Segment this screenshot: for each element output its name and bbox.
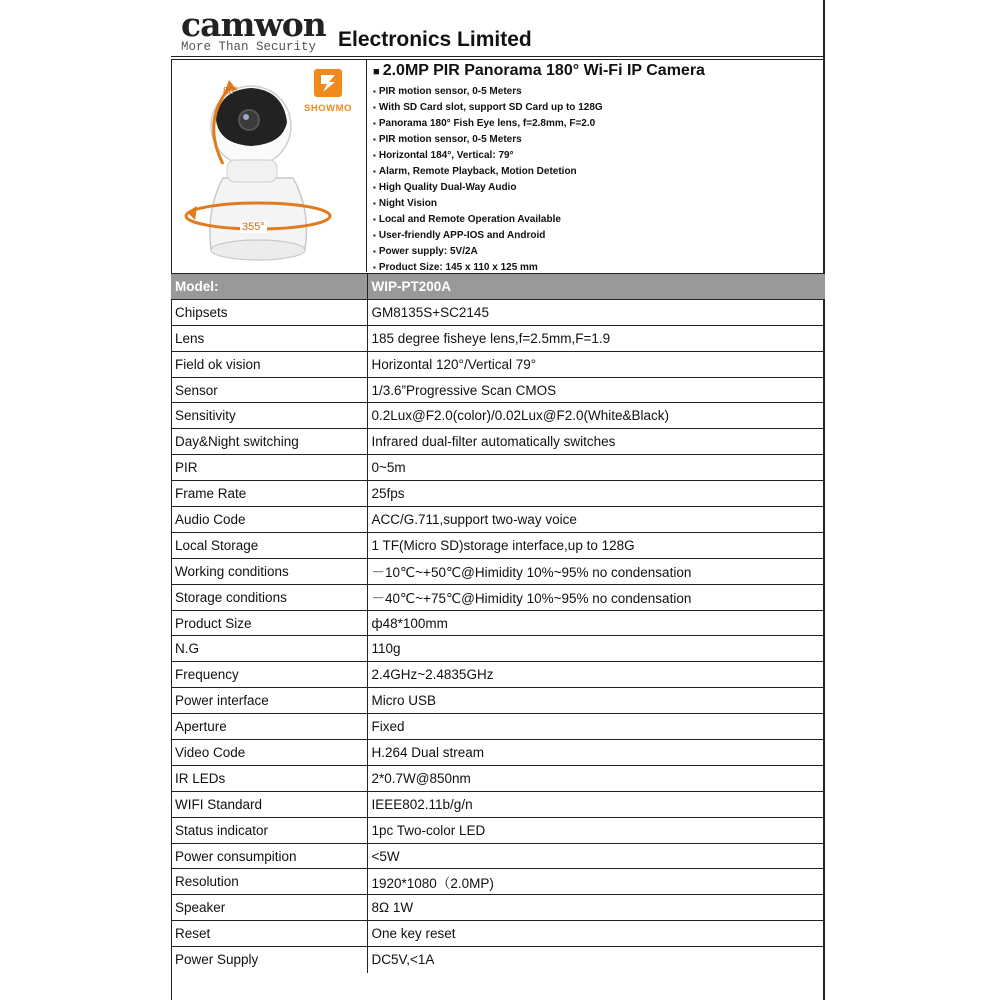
- spec-value: 25fps: [367, 481, 825, 507]
- feature-item: ▪ High Quality Dual-Way Audio: [373, 180, 831, 196]
- spec-value: Horizontal 120°/Vertical 79°: [367, 351, 825, 377]
- spec-value: GM8135S+SC2145: [367, 299, 825, 325]
- spec-value: 110g: [367, 636, 825, 662]
- table-row: [171, 843, 825, 869]
- spec-header-row: [171, 274, 825, 300]
- product-block: [171, 60, 825, 272]
- spec-label: IR LEDs: [171, 765, 367, 791]
- feature-list: [373, 84, 831, 276]
- feature-item: ▪ User-friendly APP-IOS and Android: [373, 228, 831, 244]
- spec-value: 1 TF(Micro SD)storage interface,up to 128G: [367, 532, 825, 558]
- title-bullet: ■: [373, 66, 383, 78]
- pan-angle-label: 355°: [242, 221, 265, 233]
- showmo-logo: [298, 68, 358, 114]
- spec-label: N.G: [171, 636, 367, 662]
- company-name: Electronics Limited: [338, 28, 532, 51]
- table-row: [171, 688, 825, 714]
- table-row: [171, 921, 825, 947]
- table-row: [171, 299, 825, 325]
- table-row: [171, 403, 825, 429]
- table-row: [171, 507, 825, 533]
- spec-value: 2.4GHz~2.4835GHz: [367, 662, 825, 688]
- spec-value: IEEE802.11b/g/n: [367, 791, 825, 817]
- spec-label: Resolution: [171, 869, 367, 895]
- spec-value: DC5V,<1A: [367, 947, 825, 973]
- spec-value: One key reset: [367, 921, 825, 947]
- spec-label: Field ok vision: [171, 351, 367, 377]
- feature-item: ▪ PIR motion sensor, 0-5 Meters: [373, 84, 831, 100]
- spec-label: Lens: [171, 325, 367, 351]
- table-row: [171, 351, 825, 377]
- feature-item: ▪ Product Size: 145 x 110 x 125 mm: [373, 260, 831, 276]
- spec-label: Power interface: [171, 688, 367, 714]
- spec-label: Working conditions: [171, 558, 367, 584]
- product-image-cell: [171, 60, 367, 272]
- spec-value: Infrared dual-filter automatically switches: [367, 429, 825, 455]
- table-row: [171, 817, 825, 843]
- table-row: [171, 636, 825, 662]
- table-row: [171, 791, 825, 817]
- table-row: [171, 558, 825, 584]
- table-row: [171, 610, 825, 636]
- brand-logo: [181, 5, 326, 54]
- feature-item: ▪ PIR motion sensor, 0-5 Meters: [373, 132, 831, 148]
- spec-label: PIR: [171, 455, 367, 481]
- spec-label: Day&Night switching: [171, 429, 367, 455]
- spec-value: －10℃~+50℃@Himidity 10%~95% no condensation: [367, 558, 825, 584]
- spec-label: Status indicator: [171, 817, 367, 843]
- right-rule: [823, 0, 825, 60]
- spec-value: 0~5m: [367, 455, 825, 481]
- spec-header-value: WIP-PT200A: [367, 274, 825, 300]
- spec-value: 185 degree fisheye lens,f=2.5mm,F=1.9: [367, 325, 825, 351]
- spec-value: －40℃~+75℃@Himidity 10%~95% no condensation: [367, 584, 825, 610]
- table-row: [171, 429, 825, 455]
- feature-item: ▪ Horizontal 184°, Vertical: 79°: [373, 148, 831, 164]
- spec-label: Storage conditions: [171, 584, 367, 610]
- feature-item: ▪ With SD Card slot, support SD Card up to 128G: [373, 100, 831, 116]
- spec-label: Chipsets: [171, 299, 367, 325]
- table-row: [171, 325, 825, 351]
- product-title: [373, 61, 831, 82]
- spec-value: Micro USB: [367, 688, 825, 714]
- table-row: [171, 740, 825, 766]
- spec-label: Sensitivity: [171, 403, 367, 429]
- spec-label: Speaker: [171, 895, 367, 921]
- showmo-logo-icon: [313, 68, 343, 98]
- spec-value: ф48*100mm: [367, 610, 825, 636]
- spec-label: Sensor: [171, 377, 367, 403]
- spec-value: <5W: [367, 843, 825, 869]
- spec-value: 1pc Two-color LED: [367, 817, 825, 843]
- spec-label: Local Storage: [171, 532, 367, 558]
- spec-value: 2*0.7W@850nm: [367, 765, 825, 791]
- spec-value: 0.2Lux@F2.0(color)/0.02Lux@F2.0(White&Black): [367, 403, 825, 429]
- spec-label: Frame Rate: [171, 481, 367, 507]
- feature-item: ▪ Local and Remote Operation Available: [373, 212, 831, 228]
- table-row: [171, 377, 825, 403]
- table-row: [171, 714, 825, 740]
- spec-label: Video Code: [171, 740, 367, 766]
- spec-label: Audio Code: [171, 507, 367, 533]
- spec-label: Frequency: [171, 662, 367, 688]
- product-title-text: 2.0MP PIR Panorama 180° Wi-Fi IP Camera: [382, 62, 705, 79]
- spec-table: [171, 273, 825, 973]
- feature-item: ▪ Panorama 180° Fish Eye lens, f=2.8mm, F=2.0: [373, 116, 831, 132]
- spec-value: 1/3.6”Progressive Scan CMOS: [367, 377, 825, 403]
- table-row: [171, 584, 825, 610]
- table-row: [171, 481, 825, 507]
- table-row: [171, 869, 825, 895]
- brand-tagline: More Than Security: [181, 40, 317, 54]
- table-row: [171, 662, 825, 688]
- table-row: [171, 765, 825, 791]
- feature-item: ▪ Night Vision: [373, 196, 831, 212]
- spec-label: Product Size: [171, 610, 367, 636]
- spec-header-label: Model:: [171, 274, 367, 300]
- spec-label: Power Supply: [171, 947, 367, 973]
- table-row: [171, 532, 825, 558]
- table-row: [171, 895, 825, 921]
- spec-value: Fixed: [367, 714, 825, 740]
- table-row: [171, 947, 825, 973]
- spec-label: Reset: [171, 921, 367, 947]
- spec-value: 8Ω 1W: [367, 895, 825, 921]
- features-cell: [367, 60, 831, 272]
- tilt-angle-label: 80°: [223, 86, 239, 97]
- spec-value: ACC/G.711,support two-way voice: [367, 507, 825, 533]
- feature-item: ▪ Power supply: 5V/2A: [373, 244, 831, 260]
- spec-label: WIFI Standard: [171, 791, 367, 817]
- brand-name: camwon: [181, 5, 326, 44]
- spec-value: 1920*1080（2.0MP): [367, 869, 825, 895]
- showmo-label: SHOWMO: [304, 103, 352, 114]
- spec-value: H.264 Dual stream: [367, 740, 825, 766]
- feature-item: ▪ Alarm, Remote Playback, Motion Detetion: [373, 164, 831, 180]
- spec-label: Power consumpition: [171, 843, 367, 869]
- table-row: [171, 455, 825, 481]
- spec-label: Aperture: [171, 714, 367, 740]
